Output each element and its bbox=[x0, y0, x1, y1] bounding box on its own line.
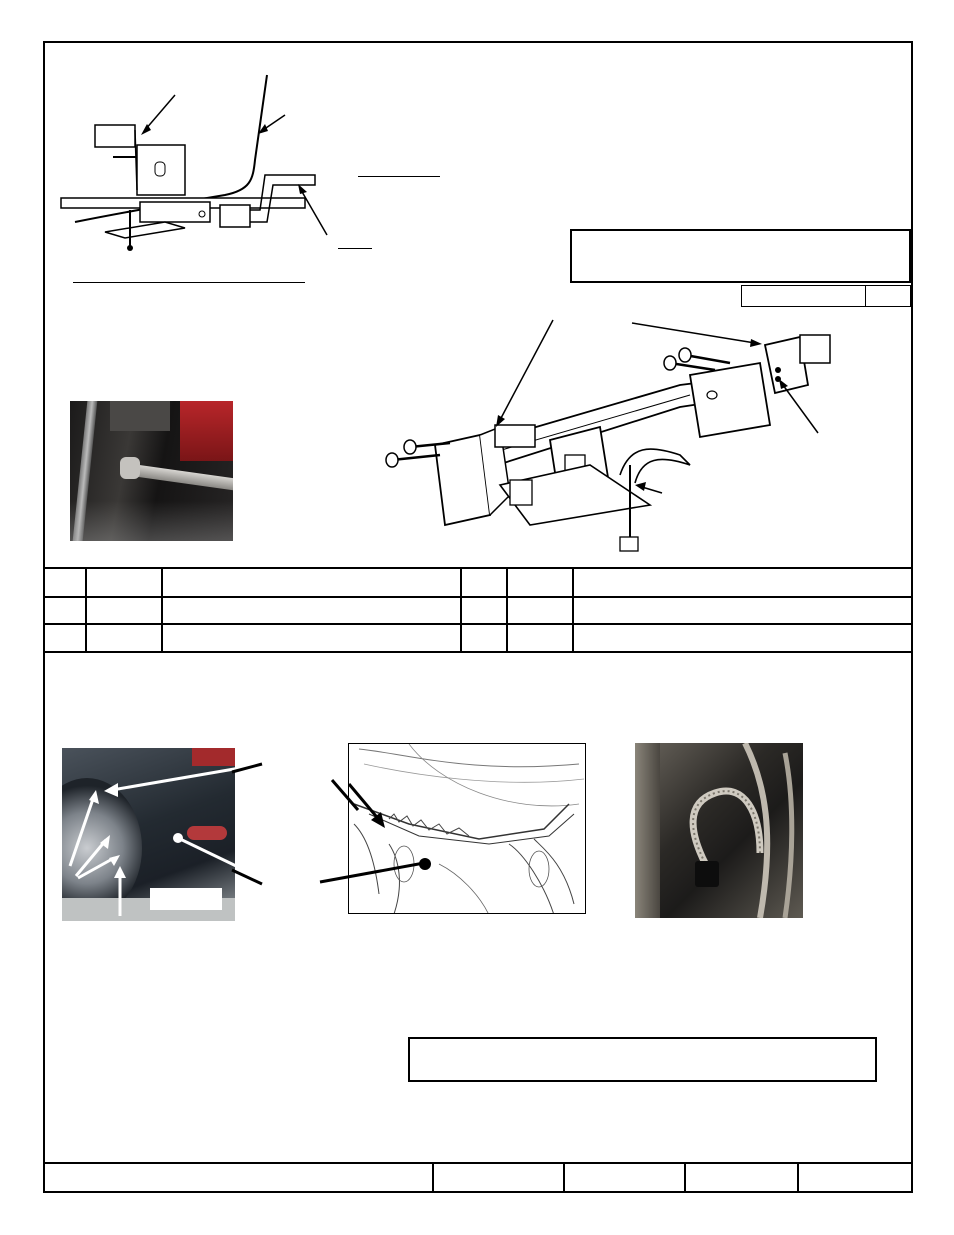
diagram-caption-underline bbox=[73, 282, 305, 283]
part-number-box bbox=[741, 285, 866, 307]
fascia-drawing-leaders bbox=[318, 770, 428, 890]
title-block-divider-2 bbox=[563, 1162, 565, 1193]
label-underline-1 bbox=[358, 176, 440, 177]
torque-wrench-photo bbox=[70, 401, 233, 541]
title-block-divider-4 bbox=[797, 1162, 799, 1193]
parts-table-top-border bbox=[43, 567, 913, 569]
parts-table-col-divider-4 bbox=[506, 567, 508, 652]
bumper-photo-leaders bbox=[230, 760, 270, 890]
parts-table-row-divider-2 bbox=[43, 623, 913, 625]
parts-table-col-divider-1 bbox=[85, 567, 87, 652]
hitch-side-view-diagram bbox=[55, 70, 355, 290]
parts-table-col-divider-2 bbox=[161, 567, 163, 652]
title-block-divider-3 bbox=[684, 1162, 686, 1193]
parts-table-col-divider-5 bbox=[572, 567, 574, 652]
parts-table-bottom-border bbox=[43, 651, 913, 653]
part-qty-box bbox=[865, 285, 911, 307]
label-underline-2 bbox=[338, 248, 372, 249]
parts-table-row-divider-1 bbox=[43, 596, 913, 598]
title-block-divider-1 bbox=[432, 1162, 434, 1193]
caution-note-box bbox=[570, 229, 911, 283]
parts-table-col-divider-3 bbox=[460, 567, 462, 652]
wiring-harness-photo bbox=[635, 743, 803, 918]
hitch-exploded-diagram bbox=[380, 315, 840, 565]
warning-note-box bbox=[408, 1037, 877, 1082]
title-block-top-border bbox=[43, 1162, 913, 1164]
